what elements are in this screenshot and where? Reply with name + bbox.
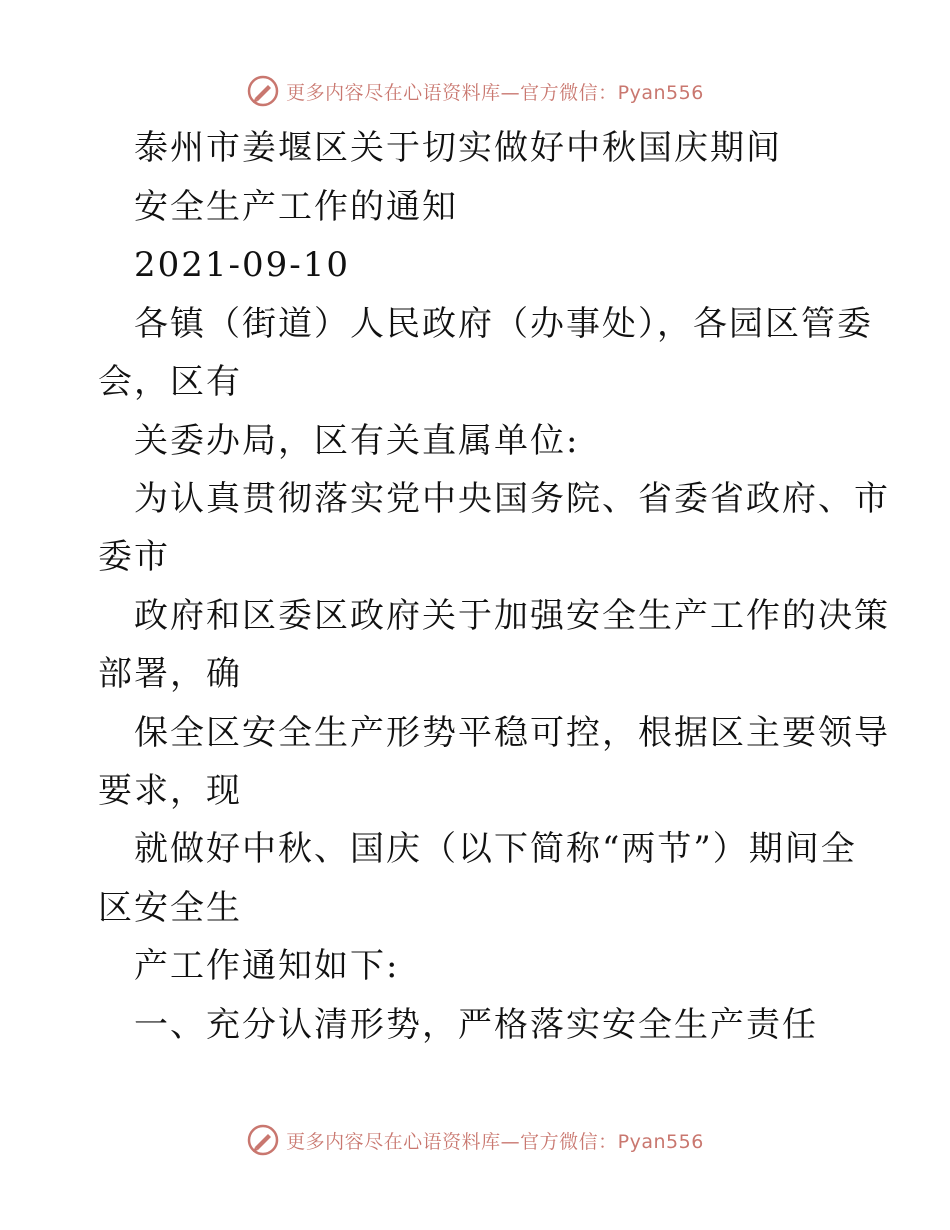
paragraph-line: 委市 bbox=[98, 537, 170, 577]
watermark-text: 更多内容尽在心语资料库—官方微信：Pyan556 bbox=[286, 81, 704, 104]
pen-logo-icon bbox=[246, 1123, 280, 1157]
document-date: 2021-09-10 bbox=[134, 245, 351, 285]
section-heading: 一、充分认清形势，严格落实安全生产责任 bbox=[134, 1005, 818, 1045]
paragraph-line: 保全区安全生产形势平稳可控，根据区主要领导 bbox=[134, 713, 890, 753]
watermark-text: 更多内容尽在心语资料库—官方微信：Pyan556 bbox=[286, 1130, 704, 1153]
pen-logo-icon bbox=[246, 74, 280, 108]
paragraph-line: 区安全生 bbox=[98, 888, 242, 928]
paragraph-line: 就做好中秋、国庆（以下简称“两节”）期间全 bbox=[134, 829, 857, 869]
paragraph-line: 部署，确 bbox=[98, 654, 242, 694]
paragraph-line: 产工作通知如下: bbox=[134, 946, 400, 986]
document-title-line-1: 泰州市姜堰区关于切实做好中秋国庆期间 bbox=[134, 128, 782, 168]
paragraph-line: 政府和区委区政府关于加强安全生产工作的决策 bbox=[134, 596, 890, 636]
paragraph-line: 为认真贯彻落实党中央国务院、省委省政府、市 bbox=[134, 479, 890, 519]
paragraph-line: 要求，现 bbox=[98, 771, 242, 811]
header-watermark bbox=[0, 71, 950, 111]
document-title-line-2: 安全生产工作的通知 bbox=[134, 187, 458, 227]
paragraph-line: 会，区有 bbox=[98, 362, 242, 402]
paragraph-line: 关委办局，区有关直属单位: bbox=[134, 421, 580, 461]
paragraph-line: 各镇（街道）人民政府（办事处），各园区管委 bbox=[134, 304, 873, 344]
footer-watermark bbox=[0, 1120, 950, 1160]
